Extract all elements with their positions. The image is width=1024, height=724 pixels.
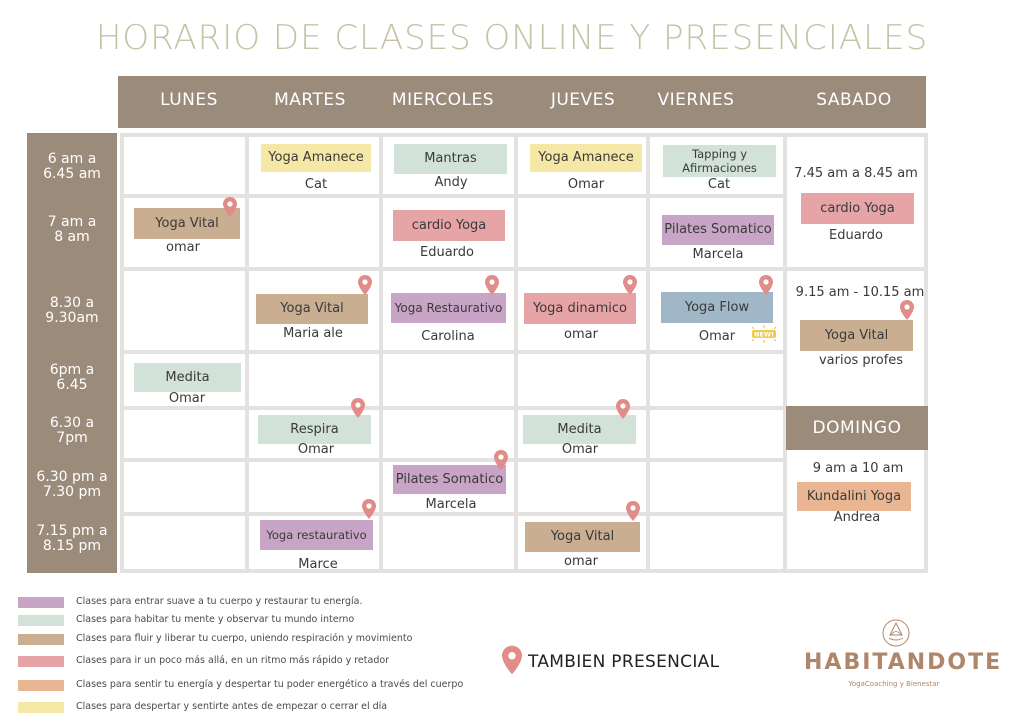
legend-swatch [18, 656, 64, 667]
time-slot-4: 6pm a 6.45 [49, 362, 95, 393]
class-name-line: Afirmaciones [682, 161, 757, 175]
location-pin-icon [485, 275, 499, 295]
grid-line [786, 133, 926, 137]
location-pin-icon [623, 275, 637, 295]
grid-line [786, 569, 926, 573]
day-header-viernes: VIERNES [657, 90, 735, 110]
teacher-name: Andrea [833, 510, 881, 525]
legend-swatch [18, 702, 64, 713]
time-slot-2: 7 am a 8 am [47, 214, 97, 245]
location-pin-icon [616, 399, 630, 419]
class-block[interactable]: cardio Yoga [801, 193, 914, 224]
domingo-header: DOMINGO [786, 406, 928, 450]
time-slot-7: 7.15 pm a 8.15 pm [36, 523, 108, 554]
teacher-name: omar [564, 554, 598, 569]
teacher-name: Omar [698, 329, 736, 344]
teacher-name: Marcela [425, 497, 477, 512]
class-block[interactable]: Yoga Vital [525, 522, 640, 552]
svg-text:NEW!: NEW! [753, 330, 775, 339]
class-block[interactable]: Respira [258, 415, 371, 444]
teacher-name: Cat [707, 177, 731, 192]
legend-text: Clases para fluir y liberar tu cuerpo, uniendo respiración y movimiento [76, 633, 413, 644]
sabado-time-2: 9.15 am - 10.15 am [795, 285, 925, 300]
class-block[interactable]: Yoga Restaurativo [391, 293, 506, 323]
class-block[interactable]: Medita [523, 415, 636, 444]
grid-line [924, 133, 928, 573]
legend-swatch [18, 615, 64, 626]
grid-line [120, 458, 786, 462]
location-pin-icon [494, 450, 508, 470]
grid-line [120, 406, 786, 410]
class-block[interactable]: Yoga restaurativo [260, 520, 373, 550]
day-header-band [118, 76, 926, 128]
grid-line [120, 350, 786, 354]
grid-line [786, 267, 926, 271]
teacher-name: Omar [567, 177, 605, 192]
location-pin-icon [759, 275, 773, 295]
day-header-jueves: JUEVES [550, 90, 616, 110]
location-pin-icon [362, 499, 376, 519]
day-header-sabado: SABADO [816, 90, 892, 110]
teacher-name: Marcela [692, 247, 744, 262]
grid-line [120, 267, 786, 271]
teacher-name: omar [166, 240, 200, 255]
class-block[interactable]: Yoga Vital [800, 320, 913, 351]
grid-line [120, 194, 786, 198]
grid-line [120, 569, 786, 573]
legend-text: Clases para despertar y sentirte antes de empezar o cerrar el día [76, 701, 388, 712]
teacher-name: Cat [304, 177, 328, 192]
domingo-time: 9 am a 10 am [812, 461, 904, 476]
location-pin-icon [900, 300, 914, 320]
class-block[interactable]: Yoga Amanece [530, 144, 642, 172]
teacher-name: omar [564, 327, 598, 342]
legend-swatch [18, 634, 64, 645]
legend-text: Clases para sentir tu energía y despertar tu poder energético a través del cuerpo [76, 679, 464, 690]
teacher-name: Marce [298, 557, 338, 572]
day-header-miercoles: MIERCOLES [391, 90, 495, 110]
time-slot-1: 6 am a 6.45 am [43, 151, 101, 182]
page-title: HORARIO DE CLASES ONLINE Y PRESENCIALES [95, 18, 929, 58]
legend-swatch [18, 680, 64, 691]
brand-name: HABITANDOTE [804, 650, 1003, 675]
grid-line [120, 133, 786, 137]
teacher-name: Eduardo [420, 245, 474, 260]
teacher-name: Maria ale [283, 326, 343, 341]
teacher-name: varios profes [818, 353, 904, 368]
location-pin-icon [351, 398, 365, 418]
location-pin-icon [626, 501, 640, 521]
new-badge-icon [748, 325, 780, 343]
class-block[interactable]: Yoga Vital [256, 294, 368, 324]
lotus-logo-icon [881, 616, 911, 650]
class-block[interactable]: Yoga Amanece [261, 144, 371, 172]
teacher-name: Omar [561, 442, 599, 457]
location-pin-icon [502, 645, 522, 675]
teacher-name: Omar [297, 442, 335, 457]
time-slot-5: 6.30 a 7pm [49, 415, 95, 446]
teacher-name: Omar [168, 391, 206, 406]
day-header-martes: MARTES [274, 90, 346, 110]
grid-line [120, 512, 786, 516]
class-block[interactable]: Kundalini Yoga [797, 482, 911, 511]
location-pin-icon [223, 197, 237, 217]
legend-text: Clases para entrar suave a tu cuerpo y restaurar tu energía. [76, 596, 363, 607]
legend-text: Clases para ir un poco más allá, en un ritmo más rápido y retador [76, 655, 390, 666]
class-block[interactable]: Pilates Somatico [662, 215, 774, 245]
sabado-time-1: 7.45 am a 8.45 am [794, 166, 918, 181]
class-block[interactable]: Yoga Vital [134, 208, 240, 239]
class-name-line: Tapping y [691, 147, 747, 161]
presencial-label: TAMBIEN PRESENCIAL [528, 652, 720, 672]
time-slot-3: 8.30 a 9.30am [45, 295, 99, 326]
class-block[interactable]: Pilates Somatico [393, 465, 506, 494]
teacher-name: Eduardo [829, 228, 883, 243]
time-column [27, 133, 117, 573]
location-pin-icon [358, 275, 372, 295]
teacher-name: Carolina [421, 329, 475, 344]
class-block[interactable]: Medita [134, 363, 241, 392]
class-block[interactable] [663, 145, 776, 177]
time-slot-6: 6.30 pm a 7.30 pm [36, 469, 108, 500]
brand-tagline: YogaCoaching y Bienestar [848, 680, 940, 688]
day-header-lunes: LUNES [160, 90, 218, 110]
class-block[interactable]: Yoga dinamico [524, 293, 636, 324]
class-block[interactable]: Mantras [394, 144, 507, 174]
legend-swatch [18, 597, 64, 608]
class-block[interactable]: Yoga Flow [661, 292, 773, 323]
legend-text: Clases para habitar tu mente y observar tu mundo interno [76, 614, 355, 625]
teacher-name: Andy [434, 175, 468, 190]
class-block[interactable]: cardio Yoga [393, 210, 505, 241]
